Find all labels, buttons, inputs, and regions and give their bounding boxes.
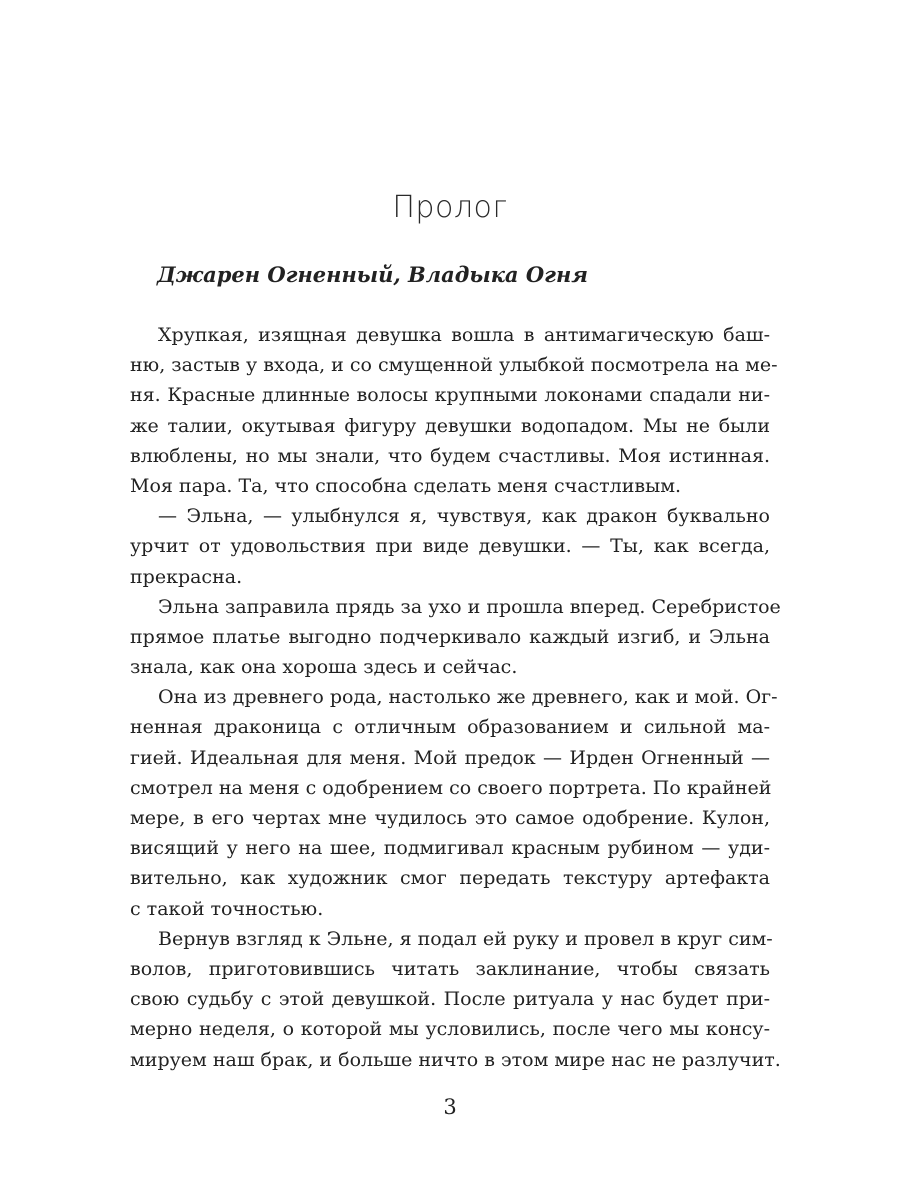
text-line: гией. Идеальная для меня. Мой предок — Ирден Огненный —	[130, 746, 770, 769]
paragraph	[130, 320, 778, 501]
text-line: волов, приготовившись читать заклинание, чтобы связать	[130, 957, 770, 980]
paragraph	[130, 924, 781, 1075]
paragraph	[130, 501, 770, 592]
text-line: Хрупкая, изящная девушка вошла в антимагическую баш-	[158, 324, 770, 346]
text-line: смотрел на меня с одобрением со своего портрета. По крайней	[130, 776, 772, 799]
text-line: ню, застыв у входа, и со смущенной улыбкой посмотрела на ме-	[130, 354, 778, 377]
text-line: ненная драконица с отличным образованием и сильной ма-	[130, 716, 770, 739]
text-line: урчит от удовольствия при виде девушки. — Ты, как всегда,	[130, 535, 770, 558]
text-line: мируем наш брак, и больше ничто в этом мире нас не разлучит.	[130, 1048, 781, 1071]
chapter-title: Пролог	[392, 190, 508, 225]
text-line: висящий у него на шее, подмигивал красным рубином — уди-	[130, 837, 770, 860]
paragraph	[130, 592, 781, 683]
text-line: ня. Красные длинные волосы крупными локонами спадали ни-	[130, 384, 770, 407]
text-line: Вернув взгляд к Эльне, я подал ей руку и провел в круг сим-	[158, 927, 773, 950]
text-line: Моя пара. Та, что способна сделать меня счастливым.	[130, 474, 682, 497]
text-line: знала, как она хороша здесь и сейчас.	[130, 656, 518, 679]
text-line: же талии, окутывая фигуру девушки водопадом. Мы не были	[130, 414, 770, 437]
text-line: прямое платье выгодно подчеркивало каждый изгиб, и Эльна	[130, 625, 770, 648]
text-line: с такой точностью.	[130, 897, 324, 920]
text-line: мерно неделя, о которой мы условились, после чего мы консу-	[130, 1018, 770, 1041]
paragraph	[130, 682, 778, 924]
body-text	[130, 320, 781, 1075]
text-line: вительно, как художник смог передать текстуру артефакта	[130, 867, 770, 890]
text-line: Эльна заправила прядь за ухо и прошла вперед. Серебристое	[158, 595, 781, 618]
pov-heading: Джарен Огненный, Владыка Огня	[157, 262, 588, 287]
text-line: мере, в его чертах мне чудилось это самое одобрение. Кулон,	[130, 807, 770, 829]
text-line: прекрасна.	[130, 565, 243, 588]
text-line: влюблены, но мы знали, что будем счастливы. Моя истинная.	[130, 444, 770, 467]
page-number: 3	[443, 1095, 457, 1119]
text-line: — Эльна, — улыбнулся я, чувствуя, как дракон буквально	[158, 505, 770, 528]
text-line: Она из древнего рода, настолько же древнего, как и мой. Ог-	[158, 686, 778, 709]
text-line: свою судьбу с этой девушкой. После ритуала у нас будет при-	[130, 988, 770, 1011]
